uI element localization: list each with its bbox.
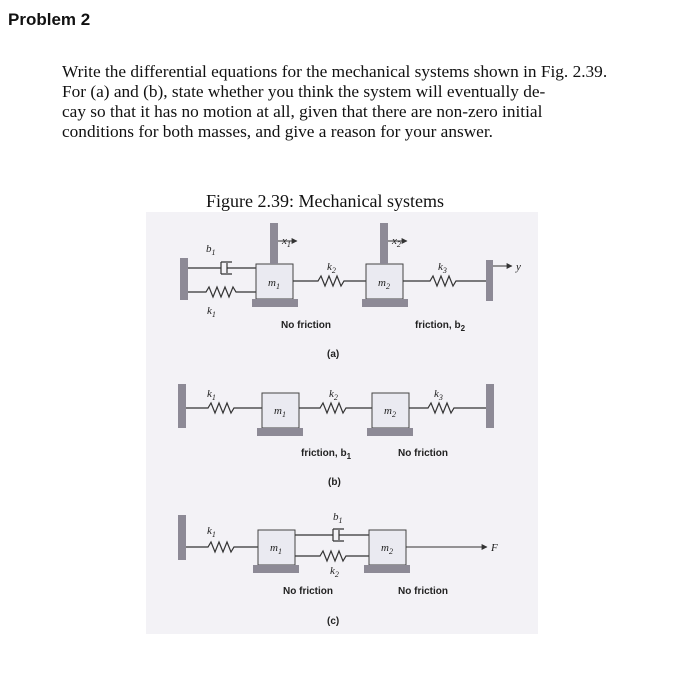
ground-b-m1: [257, 428, 303, 436]
question-line-3: cay so that it has no motion at all, given that there are non-zero initial: [62, 102, 543, 121]
label-a-k1: $k_1$: [207, 305, 216, 319]
note-b-right: No friction: [398, 448, 448, 459]
label-a-y: y: [516, 261, 521, 273]
label-b-k3: $k_3$: [434, 388, 443, 402]
pole-a-m2: [380, 223, 388, 264]
pole-a-m1: [270, 223, 278, 264]
ground-b-m2: [367, 428, 413, 436]
label-a-m1: $m_1$: [268, 277, 280, 291]
label-a-b1: $b_1$: [206, 243, 216, 257]
label-c-m1: $m_1$: [270, 542, 282, 556]
ground-c-m2: [364, 565, 410, 573]
wall-a-left: [180, 258, 188, 300]
note-b-left: friction, $b_1$: [301, 448, 352, 461]
note-a-left: No friction: [281, 320, 331, 331]
label-c-force: F: [491, 542, 498, 554]
label-c-m2: $m_2$: [381, 542, 393, 556]
caption-a: (a): [327, 349, 340, 360]
figure-caption: Figure 2.39: Mechanical systems: [206, 191, 444, 211]
end-a-y: [486, 260, 493, 301]
label-c-k1: $k_1$: [207, 525, 216, 539]
label-a-k3: $k_3$: [438, 261, 447, 275]
label-a-m2: $m_2$: [378, 277, 390, 291]
caption-c: (c): [327, 616, 340, 627]
label-c-k2: $k_2$: [330, 565, 339, 579]
ground-c-m1: [253, 565, 299, 573]
wall-c-left: [178, 515, 186, 560]
question-line-2: For (a) and (b), state whether you think the system will eventually de-: [62, 82, 546, 101]
figure-background: [146, 212, 538, 634]
note-a-right: friction, $b_2$: [415, 320, 466, 333]
wall-b-left: [178, 384, 186, 428]
label-a-k2: $k_2$: [327, 261, 336, 275]
wall-b-right: [486, 384, 494, 428]
question-line-1: Write the differential equations for the mechanical systems shown in Fig. 2.39.: [62, 62, 608, 81]
problem-heading: Problem 2: [8, 10, 91, 29]
label-b-m1: $m_1$: [274, 405, 286, 419]
ground-a-m2: [362, 299, 408, 307]
note-c-left: No friction: [283, 586, 333, 597]
question-line-4: conditions for both masses, and give a reason for your answer.: [62, 122, 493, 141]
label-a-x1: $x_1$: [282, 235, 291, 249]
label-b-k1: $k_1$: [207, 388, 216, 402]
label-c-b1: $b_1$: [333, 511, 343, 525]
ground-a-m1: [252, 299, 298, 307]
note-c-right: No friction: [398, 586, 448, 597]
label-a-x2: $x_2$: [392, 235, 401, 249]
label-b-k2: $k_2$: [329, 388, 338, 402]
caption-b: (b): [328, 477, 341, 488]
label-b-m2: $m_2$: [384, 405, 396, 419]
